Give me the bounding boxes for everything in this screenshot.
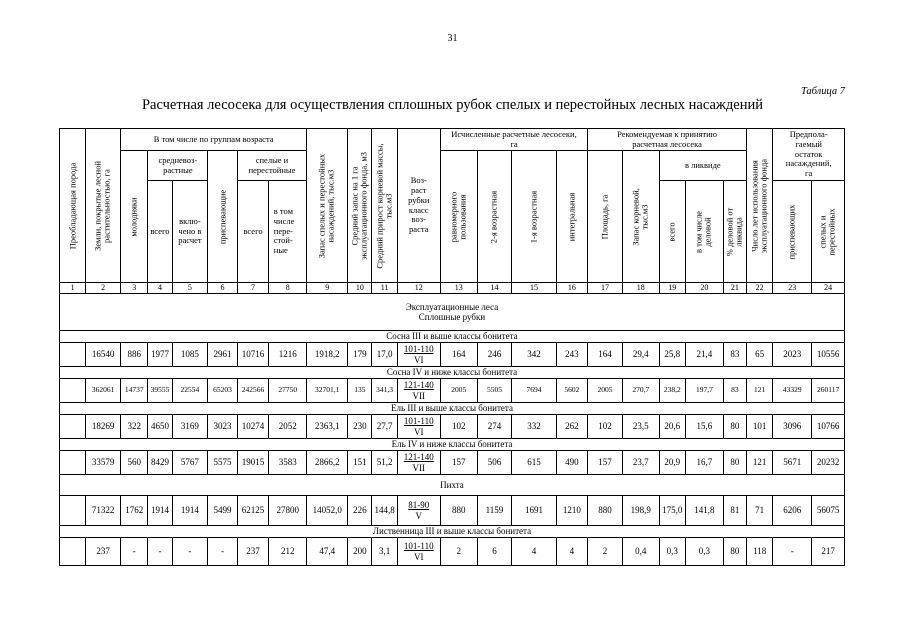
table-row (60, 538, 845, 566)
table-row (60, 415, 845, 439)
col-num: 10 (348, 283, 372, 294)
table-cell: 332 (512, 415, 556, 439)
age-range: 101-110 (403, 416, 434, 427)
table-cell: 65 (747, 343, 773, 367)
table-cell: 198,9 (622, 496, 659, 526)
group-title: Сосна III и выше классы бонитета (60, 331, 845, 343)
table-cell: 1914 (172, 496, 208, 526)
table-cell: 237 (237, 538, 269, 566)
table-cell: 3096 (773, 415, 812, 439)
cutting-age-cell (397, 538, 440, 566)
section-line-2: Сплошные рубки (418, 312, 486, 322)
cutting-age-cell (397, 451, 440, 475)
table-cell: 3169 (172, 415, 208, 439)
age-class: VI (414, 426, 424, 437)
table-cell: 217 (812, 538, 845, 566)
table-cell: 10556 (812, 343, 845, 367)
cutting-age-cell (397, 343, 440, 367)
lesoseka-table (59, 128, 845, 566)
table-cell: 102 (440, 415, 477, 439)
table-cell: 1691 (512, 496, 556, 526)
header-integral: интегральная (556, 151, 588, 283)
table-cell: 880 (588, 496, 623, 526)
table-cell: 238,2 (659, 379, 685, 403)
header-uniform: равномерного пользования (440, 151, 477, 283)
header-ripe-total: всего (237, 181, 269, 283)
table-cell: 2023 (773, 343, 812, 367)
header-middle-aged: средневоз-растные (148, 151, 208, 181)
table-cell: 15,6 (685, 415, 723, 439)
empty-cell (60, 343, 86, 367)
header-age-groups: В том числе по группам возраста (121, 129, 307, 151)
table-cell: 322 (121, 415, 148, 439)
table-cell: 0,4 (622, 538, 659, 566)
header-business-percent: % деловой от ликвида (723, 181, 746, 283)
table-cell: 10274 (237, 415, 269, 439)
header-middle-total: всего (148, 181, 172, 283)
table-cell: 0,3 (685, 538, 723, 566)
age-range: 121-140 (403, 380, 434, 391)
table-cell: 342 (512, 343, 556, 367)
table-cell: 16,7 (685, 451, 723, 475)
table-cell: 8429 (148, 451, 172, 475)
col-num: 21 (723, 283, 746, 294)
table-cell: 6 (477, 538, 512, 566)
header-liquid-total: всего (659, 181, 685, 283)
table-cell: 5767 (172, 451, 208, 475)
table-cell: 4 (512, 538, 556, 566)
cutting-age-cell (397, 415, 440, 439)
table-cell: 2363,1 (307, 415, 348, 439)
table-cell: 262 (556, 415, 588, 439)
empty-cell (60, 379, 86, 403)
table-cell: 1918,2 (307, 343, 348, 367)
table-cell: 270,7 (622, 379, 659, 403)
header-area: Площадь, га (588, 151, 623, 283)
table-cell: 32701,1 (307, 379, 348, 403)
header-avg-stock: Средний запас на 1 га эксплуатационного фонда, м3 (348, 129, 372, 283)
group-title: Лиственница III и выше классы бонитета (60, 526, 845, 538)
table-cell: 164 (440, 343, 477, 367)
table-cell: 5602 (556, 379, 588, 403)
table-cell: 341,3 (372, 379, 397, 403)
table-cell: 25,8 (659, 343, 685, 367)
age-range: 101-110 (403, 344, 434, 355)
table-cell: 615 (512, 451, 556, 475)
header-remain-ripe: спелых и перестойных (812, 181, 845, 283)
table-cell: 4 (556, 538, 588, 566)
table-cell: 362061 (86, 379, 121, 403)
table-cell: 237 (86, 538, 121, 566)
table-cell: 21,4 (685, 343, 723, 367)
age-class: VII (412, 462, 425, 473)
age-class: V (415, 510, 422, 521)
table-cell: 242566 (237, 379, 269, 403)
table-cell: 121 (747, 379, 773, 403)
empty-cell (60, 451, 86, 475)
table-cell: - (208, 538, 237, 566)
table-row (60, 496, 845, 526)
col-num: 22 (747, 283, 773, 294)
header-calc-lesoseka: Исчисленные расчетные лесосеки, га (440, 129, 587, 151)
table-cell: 23,5 (622, 415, 659, 439)
table-cell: 83 (723, 343, 746, 367)
table-cell: 1159 (477, 496, 512, 526)
table-cell: 2 (588, 538, 623, 566)
table-label: Таблица 7 (800, 86, 845, 97)
header-young: молодняки (121, 151, 148, 283)
table-cell: 5499 (208, 496, 237, 526)
col-num: 2 (86, 283, 121, 294)
table-cell: 102 (588, 415, 623, 439)
table-cell: 6206 (773, 496, 812, 526)
col-num: 19 (659, 283, 685, 294)
table-cell: 81 (723, 496, 746, 526)
table-cell: 3023 (208, 415, 237, 439)
col-num: 4 (148, 283, 172, 294)
header-root-stock: Запас корневой, тыс.м3 (622, 151, 659, 283)
table-cell: 10766 (812, 415, 845, 439)
table-cell: 0,3 (659, 538, 685, 566)
header-remain-maturing: приспевающих (773, 181, 812, 283)
table-cell: 39555 (148, 379, 172, 403)
table-row (60, 343, 845, 367)
table-cell: 2005 (440, 379, 477, 403)
table-cell: 80 (723, 538, 746, 566)
table-row (60, 451, 845, 475)
table-cell: 157 (588, 451, 623, 475)
table-cell: 65203 (208, 379, 237, 403)
table-cell: 2005 (588, 379, 623, 403)
table-cell: - (148, 538, 172, 566)
table-cell: 2961 (208, 343, 237, 367)
col-num: 14 (477, 283, 512, 294)
age-class: VI (414, 551, 424, 562)
group-title: Ель III и выше классы бонитета (60, 403, 845, 415)
table-cell: 101 (747, 415, 773, 439)
table-cell: - (773, 538, 812, 566)
table-cell: 80 (723, 451, 746, 475)
table-cell: 16540 (86, 343, 121, 367)
table-cell: 19015 (237, 451, 269, 475)
page-number: 31 (447, 33, 458, 44)
header-remaining: Предпола-гаемый остаток насаждений, га (773, 129, 845, 181)
table-cell: 144,8 (372, 496, 397, 526)
header-1st-age: 1-я возрастная (512, 151, 556, 283)
age-range: 101-110 (403, 541, 434, 552)
table-cell: 3583 (269, 451, 307, 475)
table-cell: 141,8 (685, 496, 723, 526)
empty-cell (60, 538, 86, 566)
table-cell: 83 (723, 379, 746, 403)
col-num: 11 (372, 283, 397, 294)
table-cell: 22554 (172, 379, 208, 403)
col-num: 15 (512, 283, 556, 294)
table-cell: 62125 (237, 496, 269, 526)
table-cell: 5671 (773, 451, 812, 475)
header-avg-growth: Средний прирост корневой массы, тыс.м3 (372, 129, 397, 283)
table-cell: 246 (477, 343, 512, 367)
table-cell: 18269 (86, 415, 121, 439)
empty-cell (60, 415, 86, 439)
age-class: VI (414, 354, 424, 365)
table-cell: 29,4 (622, 343, 659, 367)
table-cell: 4650 (148, 415, 172, 439)
group-title: Ель IV и ниже классы бонитета (60, 439, 845, 451)
header-recommended: Рекомендуемая к принятию расчетная лесосека (588, 129, 747, 151)
col-num: 23 (773, 283, 812, 294)
table-cell: 10716 (237, 343, 269, 367)
table-cell: 51,2 (372, 451, 397, 475)
col-num: 7 (237, 283, 269, 294)
header-forest-land: Земли, покрытые лесной растительностью, га (86, 129, 121, 283)
col-num: 5 (172, 283, 208, 294)
header-ripe-over: спелые и перестойные (237, 151, 306, 181)
table-cell: 14737 (121, 379, 148, 403)
table-cell: 274 (477, 415, 512, 439)
table-cell: 33579 (86, 451, 121, 475)
header-species: Преобладающая порода (60, 129, 86, 283)
table-cell: 157 (440, 451, 477, 475)
table-cell: 14052,0 (307, 496, 348, 526)
table-cell: 17,0 (372, 343, 397, 367)
table-cell: 1210 (556, 496, 588, 526)
group-title: Сосна IV и ниже классы бонитета (60, 367, 845, 379)
col-num: 16 (556, 283, 588, 294)
table-cell: 164 (588, 343, 623, 367)
header-maturing: приспевающие (208, 151, 237, 283)
col-num: 9 (307, 283, 348, 294)
table-cell: 151 (348, 451, 372, 475)
cutting-age-cell (397, 379, 440, 403)
table-cell: 5505 (477, 379, 512, 403)
table-cell: 118 (747, 538, 773, 566)
table-cell: 20,9 (659, 451, 685, 475)
header-ripe-over-only: в том числе пере-стой-ные (269, 181, 307, 283)
table-cell: 230 (348, 415, 372, 439)
table-cell: 1216 (269, 343, 307, 367)
group-title: Пихта (60, 475, 845, 496)
table-cell: 179 (348, 343, 372, 367)
table-cell: 212 (269, 538, 307, 566)
table-cell: - (121, 538, 148, 566)
table-cell: 20,6 (659, 415, 685, 439)
table-cell: 47,4 (307, 538, 348, 566)
header-liquid: в ликвиде (659, 151, 746, 181)
table-cell: 27750 (269, 379, 307, 403)
table-cell: 80 (723, 415, 746, 439)
col-num: 6 (208, 283, 237, 294)
column-numbers-row (60, 283, 845, 294)
age-range: 121-140 (403, 452, 434, 463)
table-cell: 490 (556, 451, 588, 475)
table-row (60, 379, 845, 403)
header-cutting-age: Воз-раст рубки класс воз-раста (397, 129, 440, 283)
table-cell: 243 (556, 343, 588, 367)
table-cell: 226 (348, 496, 372, 526)
table-cell: 71322 (86, 496, 121, 526)
table-cell: 1085 (172, 343, 208, 367)
col-num: 17 (588, 283, 623, 294)
col-num: 18 (622, 283, 659, 294)
table-cell: 71 (747, 496, 773, 526)
table-cell: 506 (477, 451, 512, 475)
section-line-1: Эксплуатационные леса (405, 301, 499, 312)
table-cell: 2866,2 (307, 451, 348, 475)
table-cell: 5575 (208, 451, 237, 475)
section-heading (60, 294, 845, 331)
table-cell: 1977 (148, 343, 172, 367)
age-range: 81-90 (408, 500, 430, 511)
header-2nd-age: 2-я возрастная (477, 151, 512, 283)
col-num: 24 (812, 283, 845, 294)
table-cell: 121 (747, 451, 773, 475)
col-num: 3 (121, 283, 148, 294)
cutting-age-cell (397, 496, 440, 526)
table-cell: 3,1 (372, 538, 397, 566)
col-num: 1 (60, 283, 86, 294)
table-cell: 2052 (269, 415, 307, 439)
table-cell: 1914 (148, 496, 172, 526)
empty-cell (60, 496, 86, 526)
col-num: 13 (440, 283, 477, 294)
col-num: 20 (685, 283, 723, 294)
header-stock-ripe: Запас спелых и перестойных насаждений, тыс.м3 (307, 129, 348, 283)
table-cell: - (172, 538, 208, 566)
table-cell: 27800 (269, 496, 307, 526)
table-cell: 23,7 (622, 451, 659, 475)
table-cell: 886 (121, 343, 148, 367)
table-cell: 560 (121, 451, 148, 475)
table-cell: 135 (348, 379, 372, 403)
table-cell: 7694 (512, 379, 556, 403)
table-cell: 197,7 (685, 379, 723, 403)
table-cell: 56075 (812, 496, 845, 526)
col-num: 12 (397, 283, 440, 294)
header-liquid-business: в том числе деловой (685, 181, 723, 283)
document-title: Расчетная лесосека для осуществления сплошных рубок спелых и перестойных лесных насаждений (141, 97, 764, 113)
table-cell: 200 (348, 538, 372, 566)
table-cell: 2 (440, 538, 477, 566)
table-cell: 880 (440, 496, 477, 526)
table-cell: 20232 (812, 451, 845, 475)
header-middle-included: вклю-чено в расчет (172, 181, 208, 283)
table-cell: 175,0 (659, 496, 685, 526)
col-num: 8 (269, 283, 307, 294)
table-cell: 27,7 (372, 415, 397, 439)
table-cell: 1762 (121, 496, 148, 526)
table-cell: 260117 (812, 379, 845, 403)
table-cell: 43329 (773, 379, 812, 403)
header-years-use: Число лет использования эксплуатационного фонда (747, 129, 773, 283)
age-class: VII (412, 390, 425, 401)
